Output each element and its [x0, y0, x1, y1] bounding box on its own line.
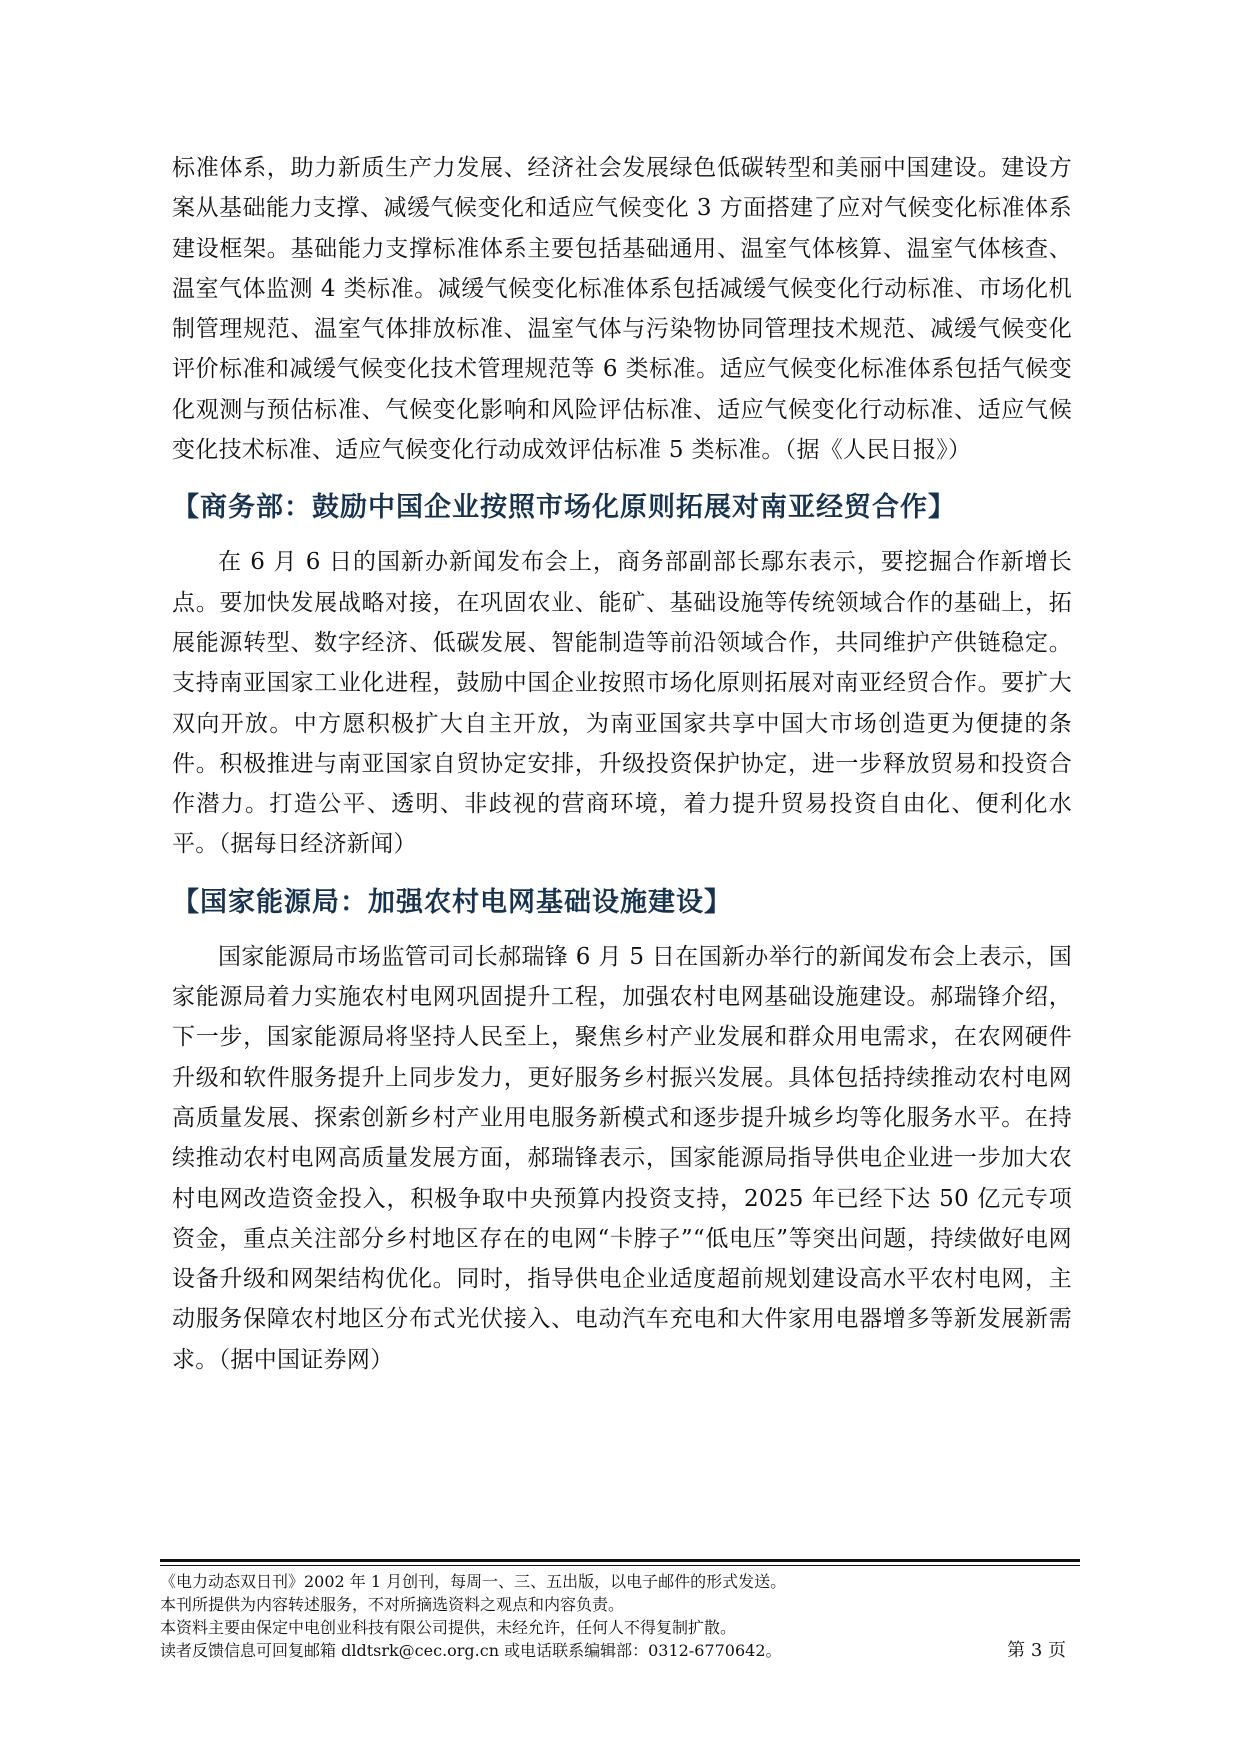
article-body-energy: 国家能源局市场监管司司长郝瑞锋 6 月 5 日在国新办举行的新闻发布会上表示，国家能源局着力实施农村电网巩固提升工程，加强农村电网基础设施建设。郝瑞锋介绍，下一步，国家能源局将坚持人民至上，聚焦乡村产业发展和群众用电需求，在农网硬件升级和软件服务提升上同步发力，更好服务乡村振兴发展。具体包括持续推动农村电网高质量发展、探索创新乡村产业用电服务新模式和逐步提升城乡均等化服务水平。在持续推动农村电网高质量发展方面，郝瑞锋表示，国家能源局指导供电企业进一步加大农村电网改造资金投入，积极争取中央预算内投资支持，2025 年已经下达 50 亿元专项资金，重点关注部分乡村地区存在的电网“卡脖子”“低电压”等突出问题，持续做好电网设备升级和网架结构优化。同时，指导供电企业适度超前规划建设高水平农村电网，主动服务保障农村地区分布式光伏接入、电动汽车充电和大件家用电器增多等新发展新需求。（据中国证券网） — [172, 943, 1072, 1373]
article-heading-energy: 【国家能源局：加强农村电网基础设施建设】 — [172, 886, 732, 918]
page-footer — [160, 1559, 1080, 1662]
footer-disclaimer: 本刊所提供为内容转述服务，不对所摘选资料之观点和内容负责。 — [160, 1595, 625, 1614]
article-continuation-paragraph: 标准体系，助力新质生产力发展、经济社会发展绿色低碳转型和美丽中国建设。建设方案从基础能力支撑、减缓气候变化和适应气候变化 3 方面搭建了应对气候变化标准体系建设框架。基础能力支撑标准体系主要包括基础通用、温室气体核算、温室气体核查、温室气体监测 4 类标准。减缓气候变化标准体系包括减缓气候变化行动标准、市场化机制管理规范、温室气体排放标准、温室气体与污染物协同管理技术规范、减缓气候变化评价标准和减缓气候变化技术管理规范等 6 类标准。适应气候变化标准体系包括气候变化观测与预估标准、气候变化影响和风险评估标准、适应气候变化行动标准、适应气候变化技术标准、适应气候变化行动成效评估标准 5 类标准。（据《人民日报》） — [172, 155, 1072, 464]
article-heading-commerce: 【商务部：鼓励中国企业按照市场化原则拓展对南亚经贸合作】 — [172, 492, 956, 524]
footer-copyright: 本资料主要由保定中电创业科技有限公司提供，未经允许，任何人不得复制扩散。 — [160, 1618, 737, 1637]
article-body-commerce: 在 6 月 6 日的国新办新闻发布会上，商务部副部长鄢东表示，要挖掘合作新增长点。要加快发展战略对接，在巩固农业、能矿、基础设施等传统领域合作的基础上，拓展能源转型、数字经济、低碳发展、智能制造等前沿领域合作，共同维护产供链稳定。支持南亚国家工业化进程，鼓励中国企业按照市场化原则拓展对南亚经贸合作。要扩大双向开放。中方愿积极扩大自主开放，为南亚国家共享中国大市场创造更为便捷的条件。积极推进与南亚国家自贸协定安排，升级投资保护协定，进一步释放贸易和投资合作潜力。打造公平、透明、非歧视的营商环境，着力提升贸易投资自由化、便利化水平。（据每日经济新闻） — [172, 549, 1072, 858]
footer-publication-info: 《电力动态双日刊》2002 年 1 月创刊，每周一、三、五出版，以电子邮件的形式发送。 — [160, 1572, 787, 1591]
footer-divider-thick — [160, 1559, 1080, 1562]
page-number: 第 3 页 — [1007, 1640, 1066, 1661]
footer-divider-thin — [160, 1565, 1080, 1566]
document-body — [172, 148, 1072, 1380]
footer-contact: 读者反馈信息可回复邮箱 dldtsrk@cec.org.cn 或电话联系编辑部：0312-6770642。 — [160, 1641, 782, 1660]
